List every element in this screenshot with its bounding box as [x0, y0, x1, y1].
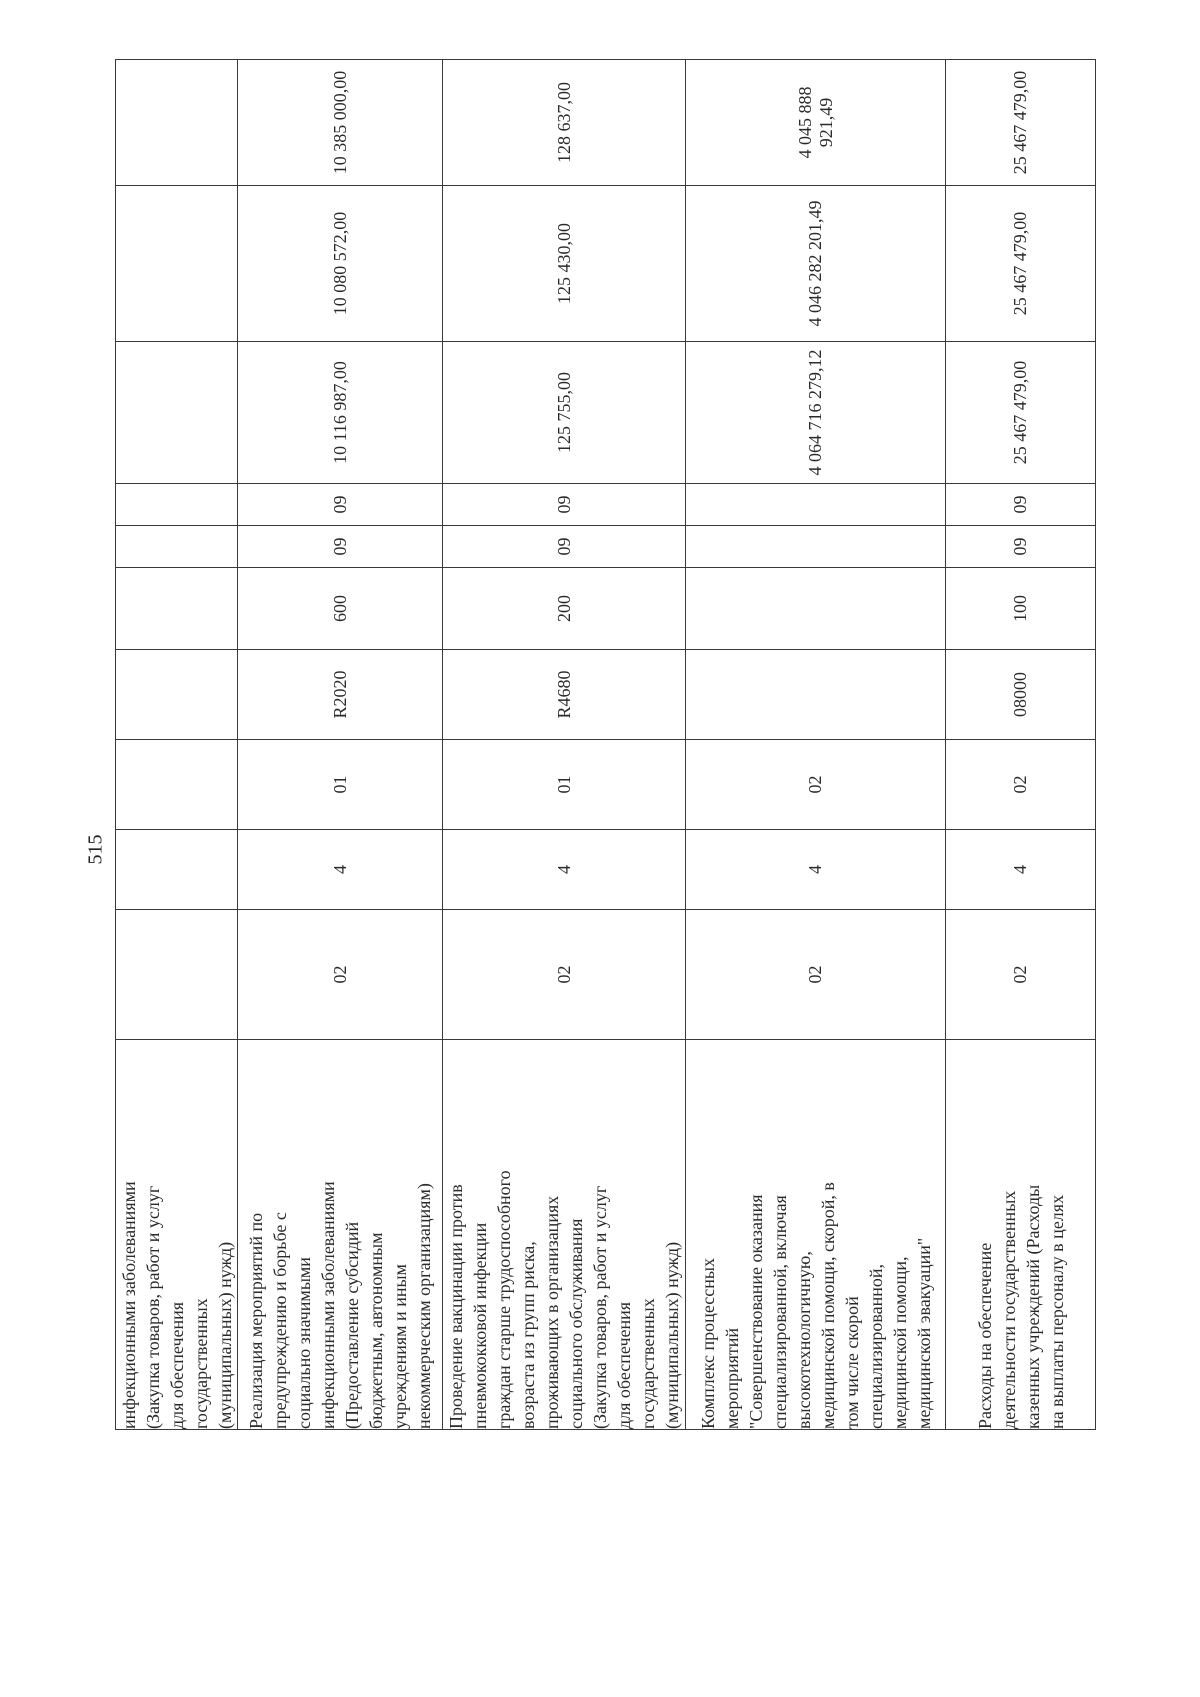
code-cell: 09	[443, 484, 686, 526]
code-cell: 600	[238, 568, 443, 650]
row-description: Расходы на обеспечение деятельности государственных казенных учреждений (Расходы на выплаты персоналу в целях	[946, 1040, 1096, 1430]
amount-cell: 4 064 716 279,12	[686, 342, 946, 484]
amount-cell: 25 467 479,00	[946, 186, 1096, 342]
code-cell: R4680	[443, 650, 686, 740]
code-cell: 4	[238, 830, 443, 910]
row-description: инфекционными заболеваниями (Закупка товаров, работ и услуг для обеспечения государственных (муниципальных) нужд)	[116, 1040, 238, 1430]
code-cell	[116, 830, 238, 910]
amount-cell: 125 430,00	[443, 186, 686, 342]
code-cell: 01	[238, 740, 443, 830]
code-cell: 08000	[946, 650, 1096, 740]
table-row	[946, 60, 1096, 1430]
amount-cell: 25 467 479,00	[946, 60, 1096, 186]
code-cell	[116, 568, 238, 650]
code-cell	[686, 650, 946, 740]
code-cell: 09	[946, 484, 1096, 526]
code-cell	[686, 484, 946, 526]
code-cell: 01	[443, 740, 686, 830]
code-cell: 4	[443, 830, 686, 910]
amount-cell: 10 080 572,00	[238, 186, 443, 342]
code-cell: 4	[686, 830, 946, 910]
budget-table-rotated	[115, 60, 1095, 1430]
code-cell: 09	[443, 526, 686, 568]
code-cell: 09	[946, 526, 1096, 568]
code-cell	[686, 568, 946, 650]
code-cell: 02	[686, 740, 946, 830]
code-cell: 02	[686, 910, 946, 1040]
code-cell	[116, 650, 238, 740]
amount-cell	[116, 186, 238, 342]
amount-cell	[116, 342, 238, 484]
amount-cell: 4 045 888 921,49	[686, 60, 946, 186]
code-cell: 02	[946, 740, 1096, 830]
code-cell	[116, 484, 238, 526]
table-row	[116, 60, 238, 1430]
amount-cell: 4 046 282 201,49	[686, 186, 946, 342]
budget-table	[115, 59, 1096, 1430]
code-cell: R2020	[238, 650, 443, 740]
amount-cell: 10 385 000,00	[238, 60, 443, 186]
amount-cell: 10 116 987,00	[238, 342, 443, 484]
code-cell: 09	[238, 526, 443, 568]
row-description: Комплекс процессных мероприятий "Совершенствование оказания специализированной, включая высокотехнологичную, медицинской помощи, скорой, в том числе скорой специализированной, медицинской помощи, медицинской эвакуации"	[686, 1040, 946, 1430]
row-description: Проведение вакцинации против пневмококковой инфекции граждан старше трудоспособного возраста из групп риска, проживающих в организациях социального обслуживания (Закупка товаров, работ и услуг для обеспечения государственных (муниципальных) нужд)	[443, 1040, 686, 1430]
code-cell: 09	[238, 484, 443, 526]
code-cell	[116, 526, 238, 568]
code-cell: 100	[946, 568, 1096, 650]
page-number: 515	[84, 834, 107, 865]
table-row	[443, 60, 686, 1430]
amount-cell: 128 637,00	[443, 60, 686, 186]
code-cell	[686, 526, 946, 568]
code-cell: 4	[946, 830, 1096, 910]
amount-cell: 25 467 479,00	[946, 342, 1096, 484]
code-cell	[116, 740, 238, 830]
code-cell: 02	[946, 910, 1096, 1040]
table-row	[686, 60, 946, 1430]
table-row	[238, 60, 443, 1430]
code-cell	[116, 910, 238, 1040]
row-description: Реализация мероприятий по предупреждению и борьбе с социально значимыми инфекционными заболеваниями (Предоставление субсидий бюджетным, автономным учреждениям и иным некоммерческим организациям)	[238, 1040, 443, 1430]
code-cell: 02	[238, 910, 443, 1040]
amount-cell: 125 755,00	[443, 342, 686, 484]
amount-cell	[116, 60, 238, 186]
code-cell: 02	[443, 910, 686, 1040]
code-cell: 200	[443, 568, 686, 650]
